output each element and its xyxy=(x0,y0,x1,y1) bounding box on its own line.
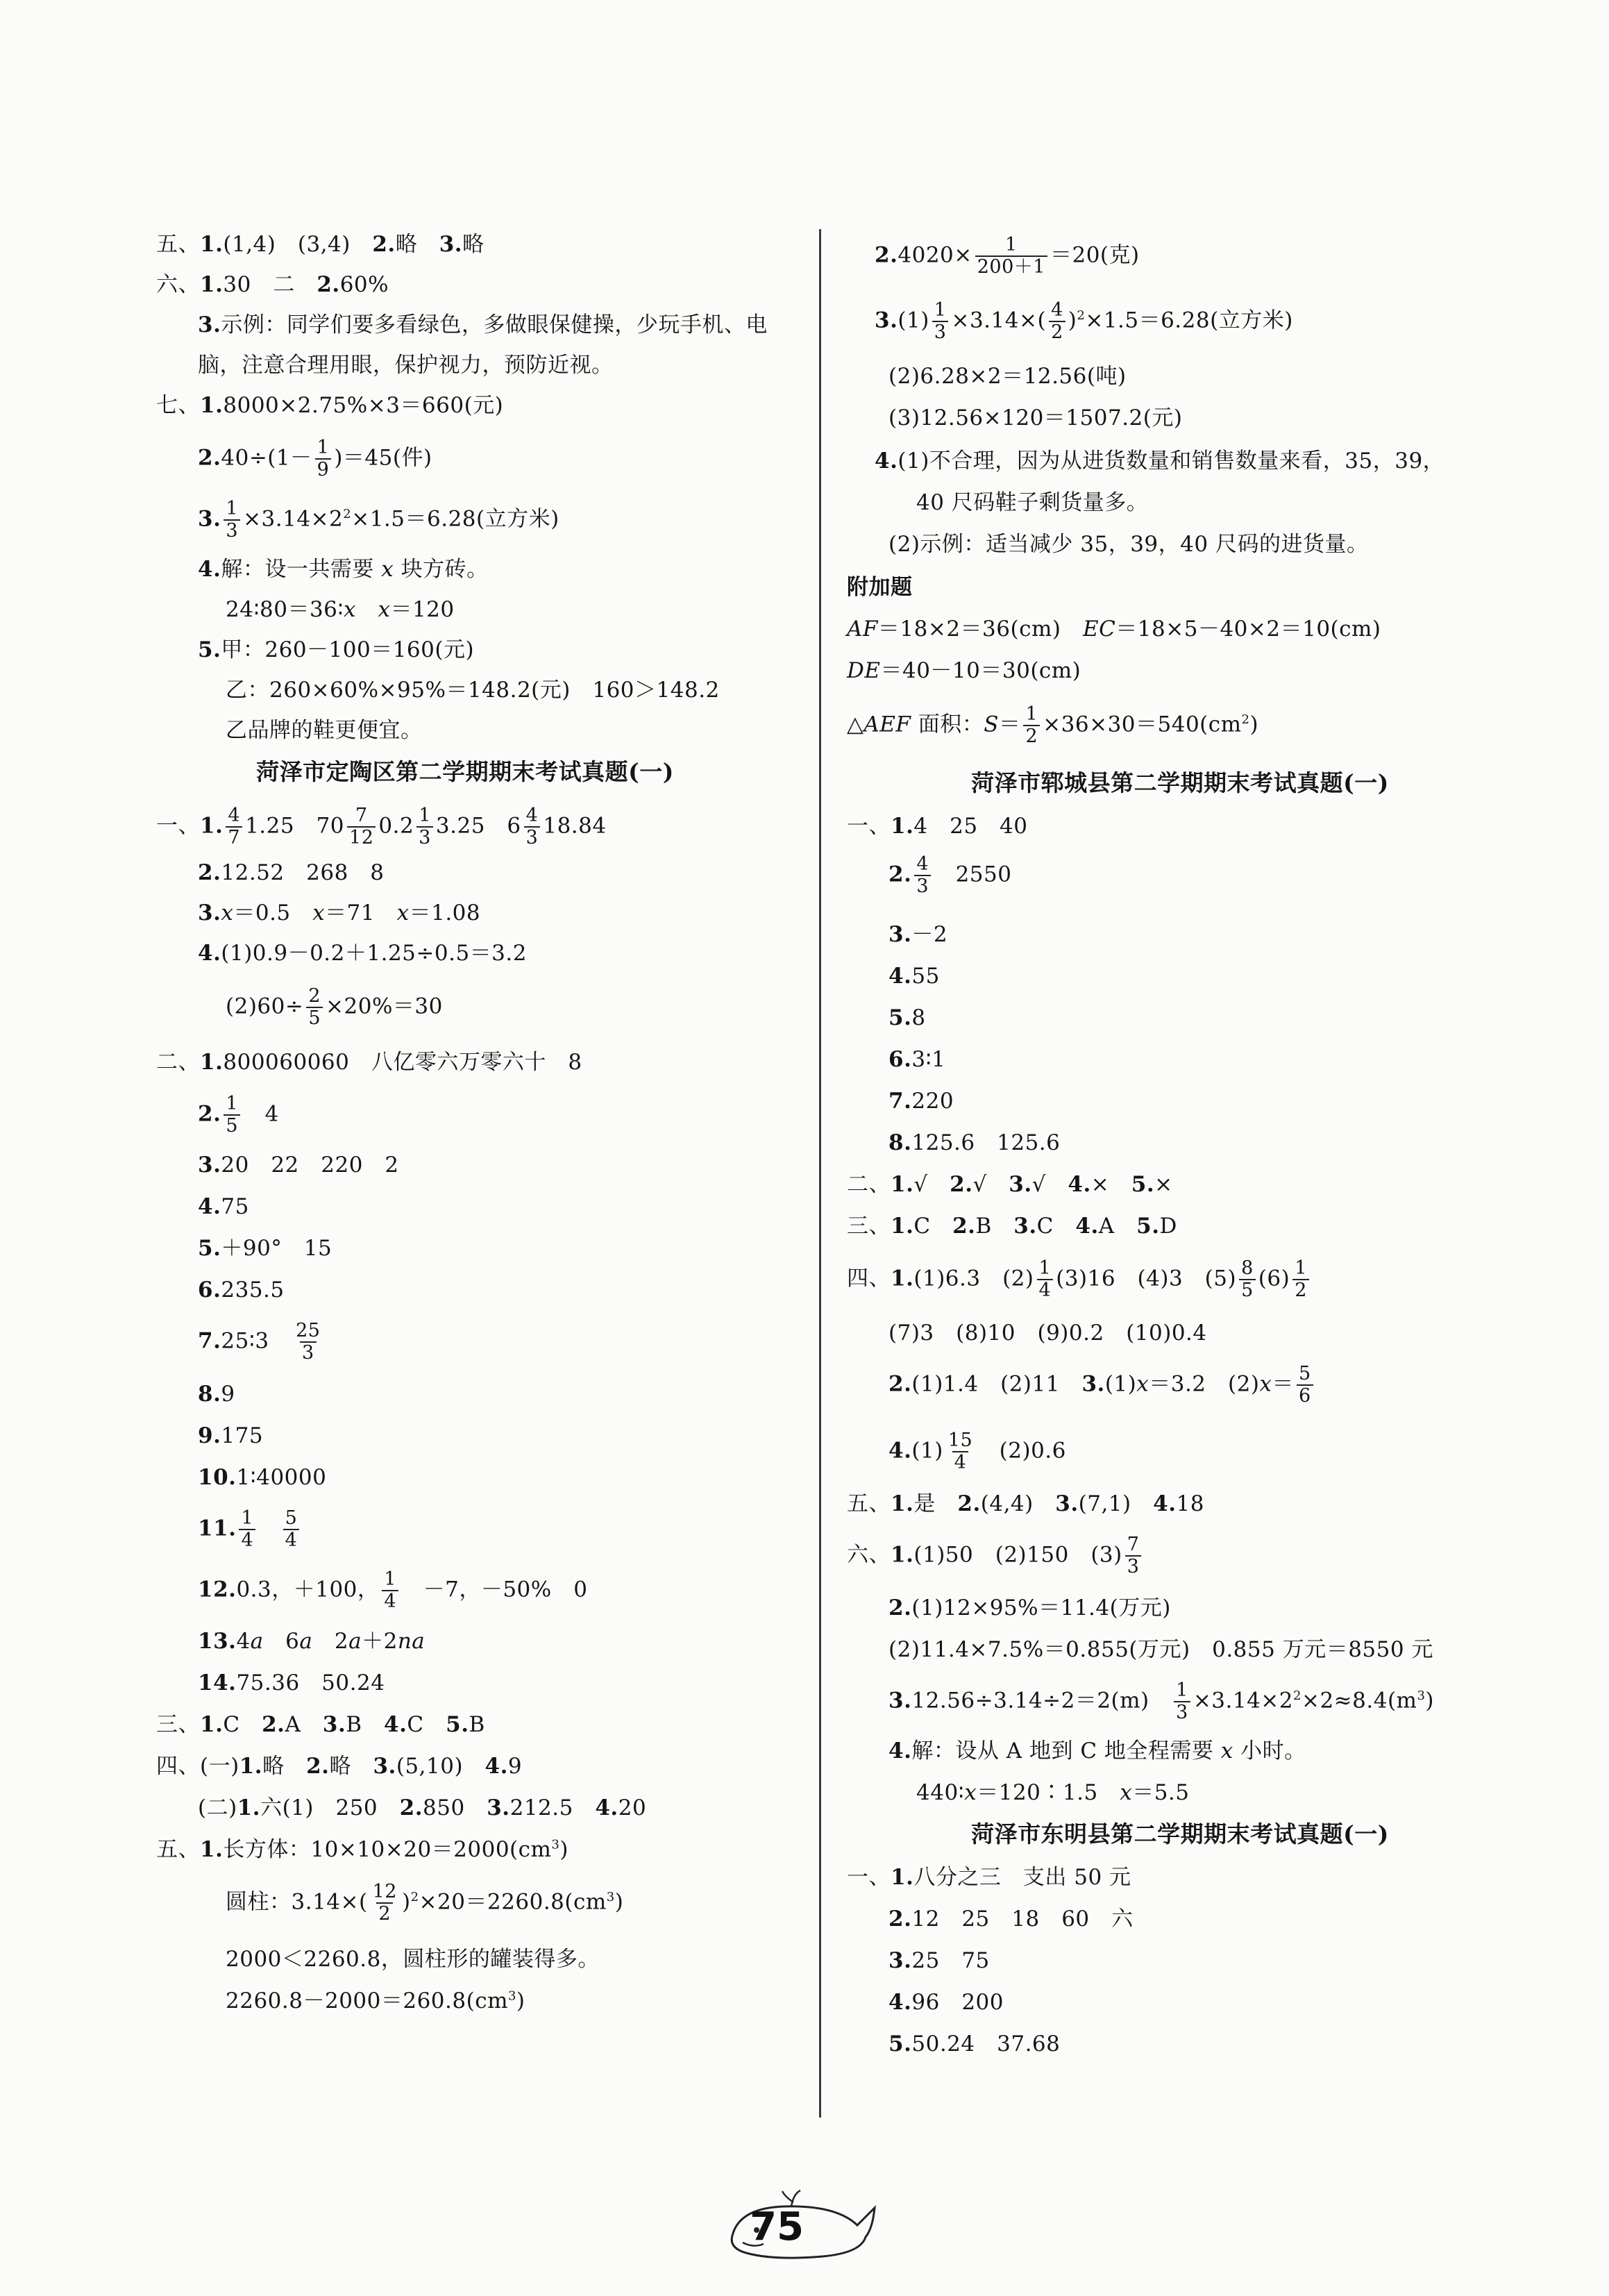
answer-line: 五、1.(1,4) (3,4) 2.略 3.略 xyxy=(156,232,485,257)
answer-line: 14.75.36 50.24 xyxy=(198,1670,385,1695)
answer-line: 六、1.30 二 2.60% xyxy=(156,272,389,297)
answer-line: 2.12.52 268 8 xyxy=(198,860,385,885)
answer-line: 440∶x＝120∶1.5 x＝5.5 xyxy=(916,1780,1190,1805)
answer-line: (7)3 (8)10 (9)0.2 (10)0.4 xyxy=(888,1321,1207,1346)
answer-line: 2. $\frac{4}{3}$ 2550 xyxy=(888,853,1012,897)
answer-line: 10.1∶40000 xyxy=(198,1465,327,1490)
answer-line: 12.0.3，＋100， $\frac{1}{4}$ －7，－50% 0 xyxy=(198,1568,588,1612)
fraction: $\frac{4}{3}$ xyxy=(914,854,931,897)
answer-line: 3. $\frac{1}{3}$ $\times 3.14\times 2^2\times 1.5=6.28$(立方米) xyxy=(198,498,559,542)
answer-line: 3.(1) $\frac{1}{3}$ ×3.14×( $\frac{4}{2}$ )$^2$×1.5＝6.28(立方米) xyxy=(875,299,1293,343)
answer-line: 8.125.6 125.6 xyxy=(888,1130,1061,1155)
answer-line: 二、1.800060060 八亿零六万零六十 8 xyxy=(156,1050,582,1075)
answer-line: 5.50.24 37.68 xyxy=(888,2031,1061,2056)
fraction: $\frac{5}{4}$ xyxy=(283,1508,300,1551)
section-heading: 菏泽市郓城县第二学期期末考试真题(一) xyxy=(971,769,1389,796)
answer-line: △AEF 面积：S＝ $\frac{1}{2}$ $\times 36\times 30=540(cm^2)$ xyxy=(847,703,1259,747)
answer-line: 4.(1)0.9－0.2＋1.25÷0.5＝3.2 xyxy=(198,941,527,966)
answer-line: 11. $\frac{1}{4}$ $\frac{5}{4}$ xyxy=(198,1508,302,1551)
answer-line: (2)60÷ $\frac{2}{5}$ ×20%＝30 xyxy=(226,985,443,1029)
answer-line: 2.4020× $\frac{1}{200+1}$ ＝20(克) xyxy=(875,234,1140,278)
answer-line: 4.解：设从 A 地到 C 地全程需要 x 小时。 xyxy=(888,1738,1306,1763)
section-heading: 菏泽市东明县第二学期期末考试真题(一) xyxy=(971,1820,1389,1847)
answer-line: (2)示例：适当减少 35，39，40 尺码的进货量。 xyxy=(888,532,1369,557)
fraction: $\frac{1}{2}$ xyxy=(1292,1258,1309,1301)
answer-line: $2260.8-2000=260.8(cm^3)$ xyxy=(226,1988,525,2013)
answer-line: 4.55 xyxy=(888,964,940,989)
answer-line: 4.解：设一共需要 x 块方砖。 xyxy=(198,557,489,582)
answer-line: AF＝18×2＝36(cm) EC＝18×5－40×2＝10(cm) xyxy=(847,617,1381,642)
answer-line: 4.96 200 xyxy=(888,1990,1004,2015)
fraction: $\frac{1}{2}$ xyxy=(1023,704,1040,747)
answer-line: (二)1.六(1) 250 2.850 3.212.5 4.20 xyxy=(198,1795,647,1820)
answer-line: 七、1.8000×2.75%×3＝660(元) xyxy=(156,393,504,418)
answer-line: 3.12.56÷3.14÷2＝2(m) $\frac{1}{3}$ $\times 3.14\times 2^2\times 2\approx 8.4(m^3)$ xyxy=(888,1679,1434,1723)
answer-line: 圆柱：3.14×( $\frac{12}{2}$ )$^2\times 20=2260.8(cm^3)$ xyxy=(226,1881,624,1925)
answer-line: 7.25∶3 $\frac{25}{3}$ xyxy=(198,1321,325,1364)
fraction: $\frac{1}{9}$ xyxy=(315,437,332,480)
fraction: $\frac{2}{5}$ xyxy=(306,986,323,1029)
section-subheading: 附加题 xyxy=(847,575,913,600)
answer-line: 24∶80＝36∶x x＝120 xyxy=(226,597,455,622)
answer-line: 2.12 25 18 60 六 xyxy=(888,1907,1134,1932)
answer-line: 六、1.(1)50 (2)150 (3) $\frac{7}{3}$ xyxy=(847,1534,1144,1577)
page-number: 75 xyxy=(750,2204,804,2249)
fraction: $\frac{1}{4}$ xyxy=(1037,1258,1054,1301)
answer-line: 4.75 xyxy=(198,1194,249,1219)
answer-line: 2.(1)12×95%＝11.4(万元) xyxy=(888,1595,1171,1620)
section-heading: 菏泽市定陶区第二学期期末考试真题(一) xyxy=(256,758,674,785)
answer-line: 2.(1)1.4 (2)11 3.(1)x＝3.2 (2)x＝ $\frac{5}{6}$ xyxy=(888,1364,1316,1407)
answer-line: 一、1. $\frac{4}{7}$ 1.25 70 $\frac{7}{12}$ 0.2 $\frac{1}{3}$ 3.25 6 $\frac{4}{3}$ 18.84 xyxy=(156,805,607,848)
answer-line: 2. $\frac{1}{5}$ 4 xyxy=(198,1093,279,1137)
answer-line: 4.(1)不合理，因为从进货数量和销售数量来看，35，39， xyxy=(875,449,1445,474)
fraction: $\frac{15}{4}$ xyxy=(947,1430,973,1473)
answer-line: 3.示例：同学们要多看绿色，多做眼保健操，少玩手机、电 xyxy=(198,312,768,337)
answer-line: (3)12.56×120＝1507.2(元) xyxy=(888,405,1183,430)
fraction: $\frac{12}{2}$ xyxy=(372,1881,397,1925)
fraction: $\frac{5}{6}$ xyxy=(1297,1364,1313,1407)
fraction: $\frac{7}{12}$ xyxy=(347,805,376,848)
fraction: $\frac{1}{3}$ xyxy=(1174,1680,1190,1723)
answer-line: 3.x＝0.5 x＝71 x＝1.08 xyxy=(198,900,481,925)
answer-line: 2.40÷(1－ $\frac{1}{9}$ )＝45(件) xyxy=(198,437,432,480)
answer-line: 4.(1) $\frac{15}{4}$ (2)0.6 xyxy=(888,1430,1066,1473)
fraction: $\frac{1}{4}$ xyxy=(382,1569,398,1612)
answer-line: 13.4a 6a 2a＋2na xyxy=(198,1629,426,1654)
answer-line: 乙：260×60%×95%＝148.2(元) 160＞148.2 xyxy=(226,678,720,703)
answer-line: 7.220 xyxy=(888,1089,954,1114)
answer-line: 三、1.C 2.A 3.B 4.C 5.B xyxy=(156,1712,485,1737)
fraction: $\frac{1}{4}$ xyxy=(239,1508,255,1551)
answer-line: 四、(一)1.略 2.略 3.(5,10) 4.9 xyxy=(156,1754,523,1779)
answer-line: 一、1.八分之三 支出 50 元 xyxy=(847,1865,1131,1890)
answer-line: (2)11.4×7.5%＝0.855(万元) 0.855 万元＝8550 元 xyxy=(888,1637,1433,1662)
answer-line: 乙品牌的鞋更便宜。 xyxy=(226,718,423,743)
answer-line: 3.20 22 220 2 xyxy=(198,1153,399,1178)
fraction: $\frac{25}{3}$ xyxy=(296,1320,321,1364)
fraction: $\frac{4}{3}$ xyxy=(524,805,541,848)
answer-line: 40 尺码鞋子剩货量多。 xyxy=(916,490,1149,515)
answer-line: DE＝40－10＝30(cm) xyxy=(847,658,1081,683)
answer-line: (2)6.28×2＝12.56(吨) xyxy=(888,364,1127,389)
answer-line: 3.－2 xyxy=(888,922,948,947)
fraction: $\frac{1}{3}$ xyxy=(416,805,433,848)
answer-line: 脑，注意合理用眼，保护视力，预防近视。 xyxy=(198,353,614,378)
fraction: $\frac{1}{3}$ xyxy=(224,498,240,542)
answer-line: 四、1.(1)6.3 (2) $\frac{1}{4}$ (3)16 (4)3 (5) $\frac{8}{5}$ (6) $\frac{1}{2}$ xyxy=(847,1258,1312,1301)
answer-line: 5.8 xyxy=(888,1005,926,1030)
fraction: $\frac{1}{5}$ xyxy=(224,1093,240,1137)
fraction: $\frac{1}{200+1}$ xyxy=(975,235,1047,278)
fraction: $\frac{1}{3}$ xyxy=(932,300,949,343)
answer-line: 9.175 xyxy=(198,1423,264,1448)
answer-line: 一、1.4 25 40 xyxy=(847,814,1028,839)
answer-line: 5.＋90° 15 xyxy=(198,1236,332,1261)
answer-line: 2000＜2260.8，圆柱形的罐装得多。 xyxy=(226,1947,600,1972)
fraction: $\frac{7}{3}$ xyxy=(1125,1534,1142,1577)
answer-line: 5.甲：260－100＝160(元) xyxy=(198,637,475,662)
answer-line: 三、1.C 2.B 3.C 4.A 5.D xyxy=(847,1214,1177,1239)
column-divider xyxy=(819,229,821,2118)
answer-line: 8.9 xyxy=(198,1382,235,1407)
answer-line: 3.25 75 xyxy=(888,1948,990,1973)
fraction: $\frac{4}{7}$ xyxy=(226,805,242,848)
fraction: $\frac{4}{2}$ xyxy=(1049,300,1065,343)
answer-line: 二、1.√ 2.√ 3.√ 4.× 5.× xyxy=(847,1172,1173,1197)
answer-line: 五、1.是 2.(4,4) 3.(7,1) 4.18 xyxy=(847,1491,1204,1516)
fraction: $\frac{8}{5}$ xyxy=(1239,1258,1256,1301)
answer-line: 6.235.5 xyxy=(198,1277,285,1302)
answer-line: 6.3∶1 xyxy=(888,1047,946,1072)
answer-line: 五、1.长方体：$10\times 10\times 20=2000(cm^3)$ xyxy=(156,1837,568,1862)
